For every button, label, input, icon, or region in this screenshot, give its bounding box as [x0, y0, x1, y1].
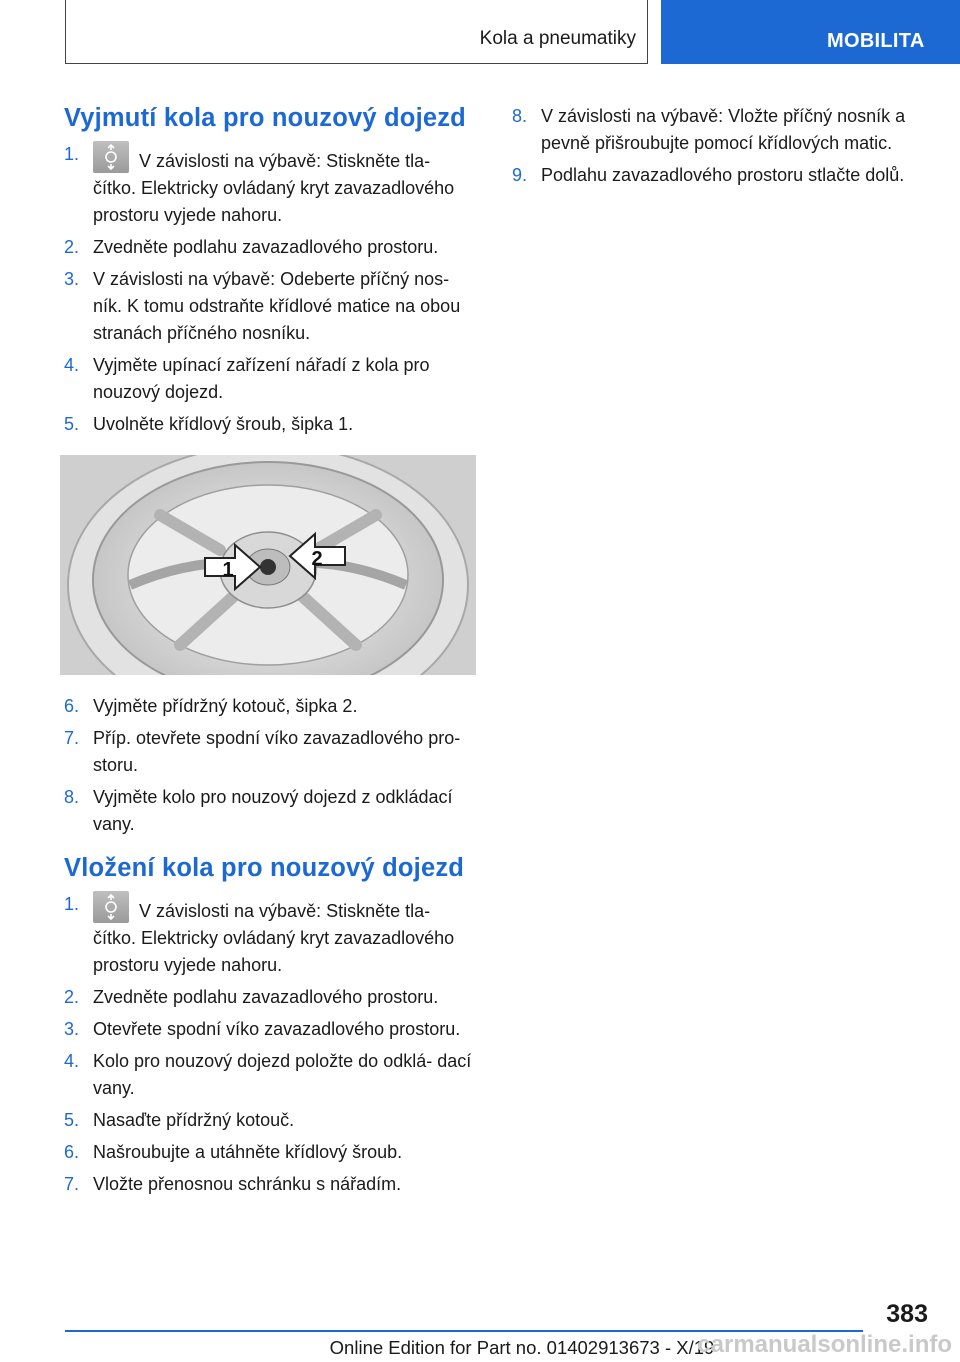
footer-watermark[interactable]: carmanualsonline.info [697, 1331, 952, 1358]
insertion-steps [64, 891, 478, 1198]
step-number: 1. [64, 894, 80, 914]
step-number: 6. [64, 696, 80, 716]
step-number: 5. [64, 1110, 80, 1130]
step-text: Příp. otevřete spodní víko zavazadlového pro‐ storu. [93, 728, 461, 775]
step-text: Otevřete spodní víko zavazadlového prostoru. [93, 1019, 461, 1039]
list-item [512, 103, 932, 157]
list-item [512, 162, 932, 189]
step-number: 8. [64, 787, 80, 807]
list-item [64, 1107, 478, 1134]
step-number: 3. [64, 1019, 80, 1039]
removal-steps-continued [64, 693, 478, 838]
step-text: Našroubujte a utáhněte křídlový šroub. [93, 1142, 403, 1162]
arrow-label-1: 1 [222, 559, 234, 581]
step-text: Vložte přenosnou schránku s nářadím. [93, 1174, 402, 1194]
list-item [64, 1016, 478, 1043]
step-number: 1. [64, 144, 80, 164]
list-item [64, 1171, 478, 1198]
step-number: 9. [512, 165, 528, 185]
list-item [64, 411, 478, 438]
chapter-tab[interactable]: MOBILITA [661, 0, 960, 64]
step-text: Zvedněte podlahu zavazadlového prostoru. [93, 987, 439, 1007]
list-item [64, 891, 478, 979]
removal-steps-final [512, 103, 932, 189]
step-text: Vyjměte přídržný kotouč, šipka 2. [93, 696, 358, 716]
footer-edition: Online Edition for Part no. 01402913673 - X/19 [329, 1337, 715, 1358]
removal-steps [64, 141, 478, 438]
list-item [64, 141, 478, 229]
section-insertion [64, 850, 478, 1198]
step-number: 2. [64, 237, 80, 257]
removal-steps-after-figure [64, 688, 478, 838]
step-text: Uvolněte křídlový šroub, šipka 1. [93, 414, 354, 434]
trunk-floor-button-icon [93, 891, 129, 923]
step-number: 7. [64, 1174, 80, 1194]
spare-wheel-illustration [60, 455, 476, 675]
section-heading-insertion: Vložení kola pro nouzový dojezd [64, 854, 465, 882]
step-number: 4. [64, 1051, 80, 1071]
step-number: 4. [64, 355, 80, 375]
step-text: V závislosti na výbavě: Odeberte příčný nos‐ ník. K tomu odstraňte křídlové matice na obou stranách příčného nosníku. [93, 269, 461, 343]
step-text: Nasaďte přídržný kotouč. [93, 1110, 295, 1130]
list-item [64, 266, 478, 347]
step-text: V závislosti na výbavě: Stiskněte tla‐ čítko. Elektricky ovládaný kryt zavazadlového prostoru vyjede nahoru. [93, 901, 455, 975]
list-item [64, 725, 478, 779]
step-number: 3. [64, 269, 80, 289]
section-heading-removal: Vyjmutí kola pro nouzový dojezd [64, 104, 466, 132]
step-number: 6. [64, 1142, 80, 1162]
step-number: 2. [64, 987, 80, 1007]
removal-steps-right-column [512, 103, 932, 189]
step-text: Vyjměte upínací zařízení nářadí z kola pro nouzový dojezd. [93, 355, 430, 402]
list-item [64, 1048, 478, 1102]
list-item [64, 984, 478, 1011]
step-text: Kolo pro nouzový dojezd položte do odklá‐ dací vany. [93, 1051, 472, 1098]
list-item [64, 352, 478, 406]
section-removal [64, 100, 478, 438]
step-text: Zvedněte podlahu zavazadlového prostoru. [93, 237, 439, 257]
step-text: Vyjměte kolo pro nouzový dojezd z odkládací vany. [93, 787, 453, 834]
list-item [64, 234, 478, 261]
step-number: 7. [64, 728, 80, 748]
list-item [64, 784, 478, 838]
arrow-label-2: 2 [311, 548, 323, 570]
step-text: V závislosti na výbavě: Vložte příčný nosník a pevně přišroubujte pomocí křídlových matic. [541, 106, 906, 153]
list-item [64, 693, 478, 720]
list-item [64, 1139, 478, 1166]
page-number: 383 [886, 1300, 928, 1328]
trunk-floor-button-icon [93, 141, 129, 173]
header-section-title: Kola a pneumatiky [479, 28, 636, 49]
step-number: 8. [512, 106, 528, 126]
step-text: Podlahu zavazadlového prostoru stlačte dolů. [541, 165, 905, 185]
step-number: 5. [64, 414, 80, 434]
step-text: V závislosti na výbavě: Stiskněte tla‐ čítko. Elektricky ovládaný kryt zavazadlového prostoru vyjede nahoru. [93, 151, 455, 225]
